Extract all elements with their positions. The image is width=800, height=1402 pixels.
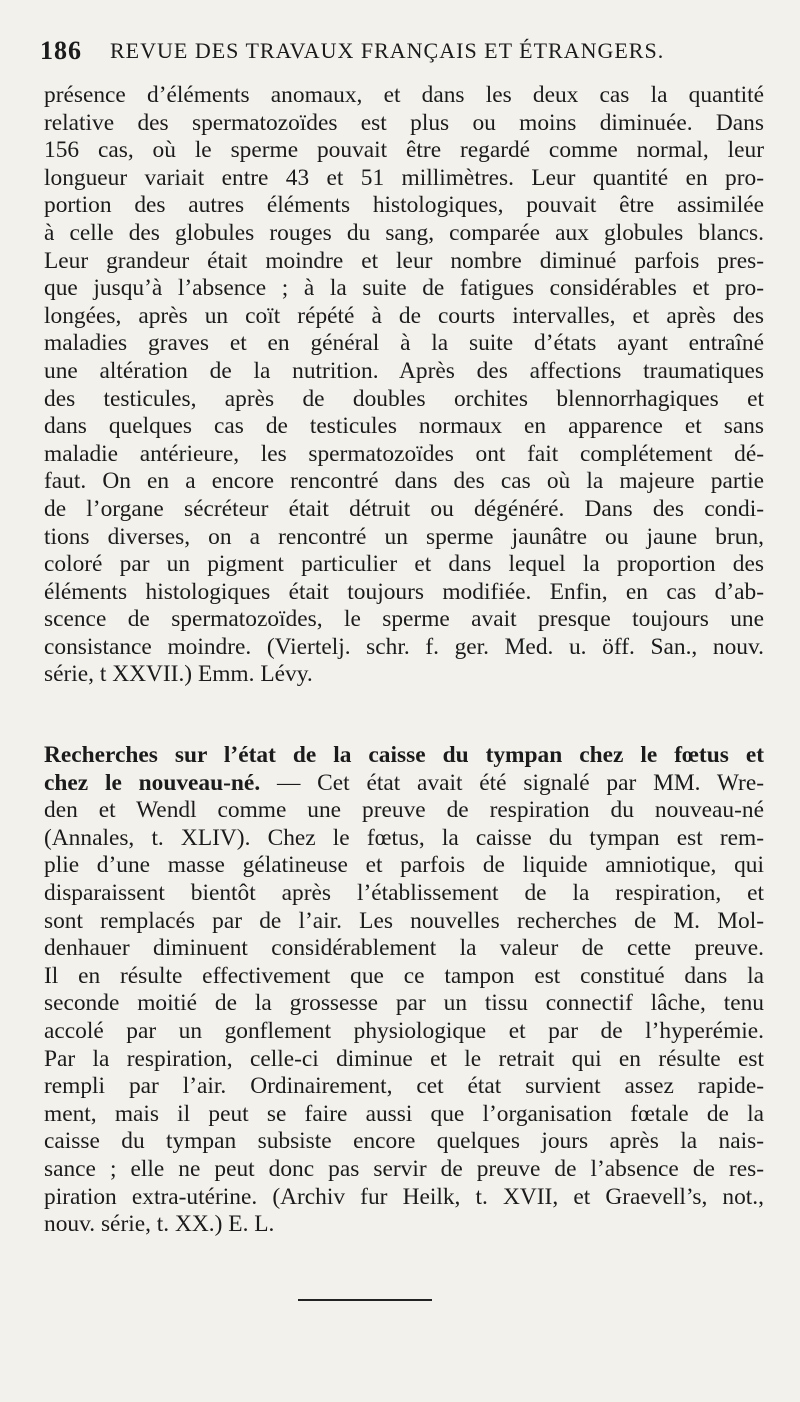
- text-line: consistance moindre. (Viertelj. schr. f. ger. Med. u. öff. San., nouv.: [44, 633, 764, 660]
- text-line: 156 cas, où le sperme pouvait être regardé comme normal, leur: [44, 137, 764, 164]
- author-signature: Emm. Lévy.: [197, 661, 313, 688]
- text-line: éléments histologiques était toujours modifiée. Enfin, en cas d’ab-: [44, 578, 764, 605]
- text-line: accolé par un gonflement physiologique et par de l’hyperémie.: [44, 1017, 764, 1044]
- section-divider: [298, 1299, 432, 1301]
- citation-end: série, t XXVII.): [44, 661, 193, 688]
- text-line: longueur variait entre 43 et 51 millimètres. Leur quantité en pro-: [44, 164, 764, 191]
- text-line: rempli par l’air. Ordinairement, cet état survient assez rapide-: [44, 1073, 764, 1100]
- text-line: ment, mais il peut se faire aussi que l’organisation fœtale de la: [44, 1100, 764, 1127]
- text-line: Leur grandeur était moindre et leur nombre diminué parfois pres-: [44, 247, 764, 274]
- text-line: plie d’une masse gélatineuse et parfois de liquide amniotique, qui: [44, 852, 764, 879]
- section-title: Recherches sur l’état de la caisse du tympan chez le fœtus et: [44, 742, 764, 768]
- text-line: présence d’éléments anomaux, et dans les deux cas la quantité: [44, 82, 764, 108]
- text-line: sont remplacés par de l’air. Les nouvelles recherches de M. Mol-: [44, 907, 764, 934]
- text-line: seconde moitié de la grossesse par un tissu connectif lâche, tenu: [44, 990, 764, 1017]
- citation-end: nouv. série, t. XX.): [44, 1211, 223, 1238]
- text-line: scence de spermatozoïdes, le sperme avait presque toujours une: [44, 606, 764, 633]
- text-line: caisse du tympan subsiste encore quelques jours après la nais-: [44, 1128, 764, 1155]
- text-line: sance ; elle ne peut donc pas servir de preuve de l’absence de res-: [44, 1155, 764, 1182]
- paragraph-tympan-study: [44, 742, 764, 1239]
- text-line: de l’organe sécréteur était détruit ou dégénéré. Dans des condi-: [44, 495, 764, 522]
- author-signature: E. L.: [228, 1211, 275, 1238]
- text-line: denhauer diminuent considérablement la valeur de cette preuve.: [44, 935, 764, 962]
- text-line: portion des autres éléments histologiques, pouvait être assimilée: [44, 192, 764, 219]
- text-line: à celle des globules rouges du sang, comparée aux globules blancs.: [44, 219, 764, 246]
- paragraph-sperm-study: [44, 82, 764, 689]
- text-line: Par la respiration, celle-ci diminue et le retrait qui en résulte est: [44, 1045, 764, 1072]
- page-number: 186: [40, 36, 82, 65]
- text-fragment: — Cet état avait été signalé par MM. Wre-: [260, 769, 764, 796]
- text-line: faut. On en a encore rencontré dans des cas où la majeure partie: [44, 468, 764, 495]
- signature-line: [44, 661, 764, 689]
- running-head: REVUE DES TRAVAUX FRANÇAIS ET ÉTRANGERS.: [110, 38, 665, 63]
- text-line: des testicules, après de doubles orchites blennorrhagiques et: [44, 385, 764, 412]
- text-line: coloré par un pigment particulier et dans lequel la proportion des: [44, 551, 764, 578]
- text-line: une altération de la nutrition. Après des affections traumatiques: [44, 357, 764, 384]
- text-line: disparaissent bientôt après l’établissement de la respiration, et: [44, 879, 764, 906]
- text-line: dans quelques cas de testicules normaux en apparence et sans: [44, 413, 764, 440]
- text-line: relative des spermatozoïdes est plus ou moins diminuée. Dans: [44, 109, 764, 136]
- text-line: maladie antérieure, les spermatozoïdes ont fait complétement dé-: [44, 440, 764, 467]
- text-line: maladies graves et en général à la suite d’états ayant entraîné: [44, 330, 764, 357]
- text-line: tions diverses, on a rencontré un sperme jaunâtre ou jaune brun,: [44, 523, 764, 550]
- section-title-continued: chez le nouveau-né.: [44, 769, 261, 796]
- text-line: que jusqu’à l’absence ; à la suite de fatigues considérables et pro-: [44, 275, 764, 302]
- text-line: longées, après un coït répété à de courts intervalles, et après des: [44, 302, 764, 329]
- text-line: (Annales, t. XLIV). Chez le fœtus, la caisse du tympan est rem-: [44, 824, 764, 851]
- text-line: [44, 770, 764, 798]
- text-line: den et Wendl comme une preuve de respiration du nouveau-né: [44, 797, 764, 824]
- signature-line: [44, 1211, 764, 1239]
- text-line: Il en résulte effectivement que ce tampon est constitué dans la: [44, 962, 764, 989]
- text-line: piration extra-utérine. (Archiv fur Heilk, t. XVII, et Graevell’s, not.,: [44, 1183, 764, 1210]
- page-header: [40, 36, 760, 72]
